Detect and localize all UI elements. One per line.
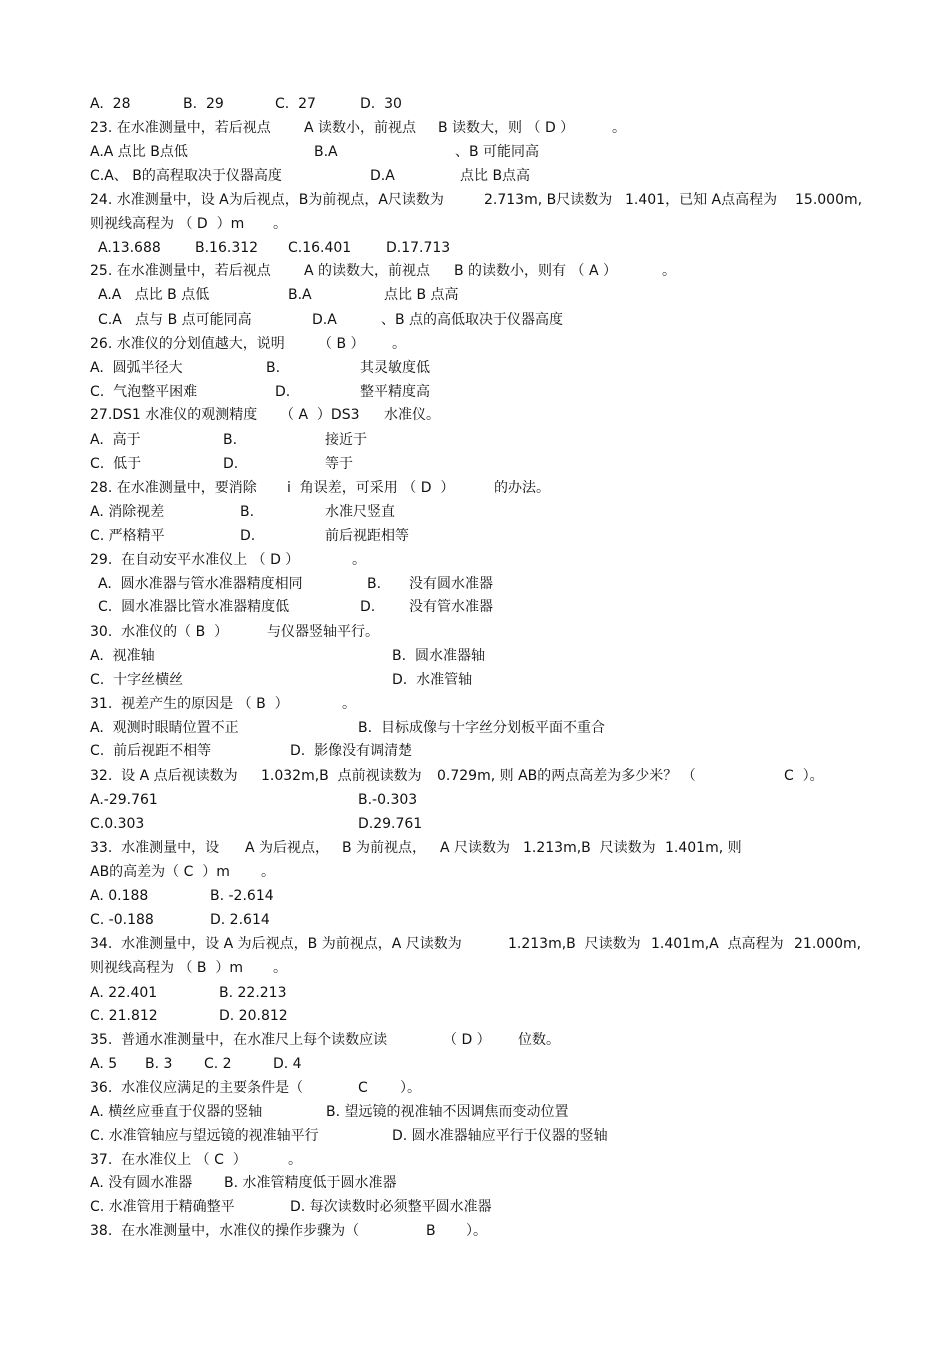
line-fragment: B. 22.213 xyxy=(219,985,287,1001)
line-text: 30. 水准仪的（ B ） xyxy=(90,624,229,640)
line-text: C. 21.812 xyxy=(90,1008,158,1024)
line-fragment: （ A ）DS3 xyxy=(280,407,360,423)
line-fragment: B 为前视点， xyxy=(342,840,427,856)
line-text: C. 圆水准器比管水准器精度低 xyxy=(98,599,290,615)
text-line xyxy=(0,237,950,259)
line-fragment: 没有圆水准器 xyxy=(409,576,493,592)
text-line xyxy=(0,885,950,907)
line-fragment: B.-0.303 xyxy=(358,792,418,808)
line-fragment: 没有管水准器 xyxy=(409,599,493,615)
line-fragment: D. 30 xyxy=(360,96,402,112)
line-text: 35. 普通水准测量中，在水准尺上每个读数应读 xyxy=(90,1032,388,1048)
line-fragment: D. 影像没有调清楚 xyxy=(290,743,413,759)
line-text: 28. 在水准测量中，要消除 xyxy=(90,480,257,496)
text-line xyxy=(0,765,950,787)
line-text: 32. 设 A 点后视读数为 xyxy=(90,768,238,784)
line-fragment: 。 xyxy=(288,1152,302,1168)
text-line xyxy=(0,213,950,235)
line-text: C. 严格精平 xyxy=(90,528,165,544)
line-text: 23. 在水准测量中，若后视点 xyxy=(90,120,271,136)
text-line xyxy=(0,693,950,715)
line-fragment: D.A xyxy=(370,168,395,184)
line-fragment: D.17.713 xyxy=(386,240,451,256)
text-line xyxy=(0,189,950,211)
line-fragment: B. xyxy=(223,432,238,448)
line-fragment: D. 4 xyxy=(273,1056,302,1072)
line-fragment: 1.032m,B 点前视读数为 xyxy=(261,768,422,784)
line-text: 24. 水准测量中，设 A为后视点，B为前视点，A尺读数为 xyxy=(90,192,444,208)
line-text: C. -0.188 xyxy=(90,912,154,928)
text-line xyxy=(0,861,950,883)
line-fragment: D.A xyxy=(312,312,337,328)
line-fragment: D. 2.614 xyxy=(210,912,270,928)
line-fragment: D. 20.812 xyxy=(219,1008,288,1024)
line-text: 则视线高程为 （ B ）m xyxy=(90,960,244,976)
line-fragment: ）。 xyxy=(466,1223,487,1239)
line-text: A. 高于 xyxy=(90,432,141,448)
line-fragment: B. xyxy=(266,360,281,376)
text-line xyxy=(0,260,950,282)
line-fragment: B.16.312 xyxy=(195,240,259,256)
line-fragment: D. xyxy=(360,599,376,615)
line-fragment: 。 xyxy=(352,552,366,568)
text-line xyxy=(0,933,950,955)
line-fragment: 整平精度高 xyxy=(360,384,430,400)
line-text: AB的高差为（ C ）m xyxy=(90,864,230,880)
line-fragment: 。 xyxy=(662,263,676,279)
line-text: 38. 在水准测量中，水准仪的操作步骤为（ xyxy=(90,1223,360,1239)
line-fragment: B.A xyxy=(314,144,338,160)
line-fragment: 、B 点的高低取决于仪器高度 xyxy=(381,312,564,328)
line-fragment: B. xyxy=(367,576,382,592)
line-text: A.A 点比 B点低 xyxy=(90,144,188,160)
line-text: A.A 点比 B 点低 xyxy=(98,287,210,303)
text-line xyxy=(0,1220,950,1242)
text-line xyxy=(0,909,950,931)
line-fragment: B 读数大，则 （ D ） xyxy=(438,120,575,136)
text-line xyxy=(0,1149,950,1171)
text-line xyxy=(0,429,950,451)
line-fragment: C. 27 xyxy=(275,96,316,112)
line-fragment: 。 xyxy=(342,696,356,712)
text-line xyxy=(0,93,950,115)
text-line xyxy=(0,141,950,163)
line-fragment: D. 水准管轴 xyxy=(392,672,473,688)
text-line xyxy=(0,477,950,499)
text-line xyxy=(0,1077,950,1099)
line-text: C.0.303 xyxy=(90,816,145,832)
line-text: A. 观测时眼睛位置不正 xyxy=(90,720,239,736)
line-fragment: 其灵敏度低 xyxy=(360,360,430,376)
line-text: A. 圆弧半径大 xyxy=(90,360,183,376)
line-fragment: 1.213m,B 尺读数为 xyxy=(523,840,656,856)
line-fragment: 。 xyxy=(612,120,626,136)
line-fragment: 点比 B 点高 xyxy=(384,287,459,303)
line-fragment: 水准尺竖直 xyxy=(325,504,395,520)
line-fragment: 的办法。 xyxy=(494,480,550,496)
line-text: A. 22.401 xyxy=(90,985,158,1001)
line-fragment: B. 目标成像与十字丝分划板平面不重合 xyxy=(358,720,605,736)
text-line xyxy=(0,596,950,618)
line-fragment: D.29.761 xyxy=(358,816,423,832)
text-line xyxy=(0,117,950,139)
line-fragment: B. xyxy=(240,504,255,520)
text-line xyxy=(0,740,950,762)
line-fragment: 。 xyxy=(273,216,287,232)
line-fragment: C ）。 xyxy=(784,768,824,784)
line-text: A. 视准轴 xyxy=(90,648,155,664)
text-line xyxy=(0,837,950,859)
line-fragment: 1.401m,A 点高程为 xyxy=(651,936,784,952)
line-fragment: ）。 xyxy=(400,1080,421,1096)
line-fragment: B. 圆水准器轴 xyxy=(392,648,485,664)
line-fragment: B.A xyxy=(288,287,312,303)
line-text: 27.DS1 水准仪的观测精度 xyxy=(90,407,258,423)
line-fragment: A 读数小，前视点 xyxy=(304,120,417,136)
line-text: A. 横丝应垂直于仪器的竖轴 xyxy=(90,1104,263,1120)
text-line xyxy=(0,1029,950,1051)
line-fragment: B 的读数小，则有 （ A ） xyxy=(454,263,617,279)
line-text: C. 气泡整平困难 xyxy=(90,384,198,400)
line-text: A. 5 xyxy=(90,1056,118,1072)
text-line xyxy=(0,669,950,691)
line-fragment: B. 望远镜的视准轴不因调焦而变动位置 xyxy=(326,1104,569,1120)
line-fragment: 等于 xyxy=(325,456,353,472)
line-text: 29. 在自动安平水准仪上 （ D ） xyxy=(90,552,300,568)
text-line xyxy=(0,1196,950,1218)
line-text: C. 水准管用于精确整平 xyxy=(90,1199,235,1215)
line-text: A.-29.761 xyxy=(90,792,158,808)
text-line xyxy=(0,813,950,835)
line-text: A.13.688 xyxy=(98,240,161,256)
line-fragment: 21.000m, xyxy=(794,936,862,952)
line-fragment: C. 2 xyxy=(204,1056,232,1072)
line-fragment: 1.401，已知 A点高程为 xyxy=(625,192,778,208)
line-text: A. 28 xyxy=(90,96,131,112)
text-line xyxy=(0,645,950,667)
line-text: C.A、 B的高程取决于仪器高度 xyxy=(90,168,282,184)
line-fragment: 接近于 xyxy=(325,432,367,448)
line-text: A. 圆水准器与管水准器精度相同 xyxy=(98,576,303,592)
text-line xyxy=(0,1172,950,1194)
line-fragment: A 的读数大，前视点 xyxy=(304,263,431,279)
line-fragment: 1.401m, 则 xyxy=(665,840,742,856)
line-fragment: 位数。 xyxy=(518,1032,560,1048)
line-fragment: C xyxy=(358,1080,368,1096)
text-line xyxy=(0,501,950,523)
line-text: A. 没有圆水准器 xyxy=(90,1175,193,1191)
line-text: C. 前后视距不相等 xyxy=(90,743,212,759)
line-fragment: 。 xyxy=(261,864,275,880)
line-fragment: 与仪器竖轴平行。 xyxy=(267,624,379,640)
line-fragment: （ B ） xyxy=(318,336,365,352)
line-fragment: 0.729m, 则 AB的两点高差为多少米？ （ xyxy=(437,768,696,784)
text-line xyxy=(0,573,950,595)
text-line xyxy=(0,1125,950,1147)
line-fragment: B. 29 xyxy=(183,96,224,112)
line-fragment: D. xyxy=(223,456,239,472)
text-line xyxy=(0,789,950,811)
line-text: 25. 在水准测量中，若后视点 xyxy=(90,263,271,279)
text-line xyxy=(0,309,950,331)
line-text: C. 十字丝横丝 xyxy=(90,672,184,688)
line-text: 31. 视差产生的原因是 （ B ） xyxy=(90,696,289,712)
text-line xyxy=(0,453,950,475)
line-fragment: B xyxy=(426,1223,436,1239)
line-text: C. 低于 xyxy=(90,456,142,472)
line-text: 则视线高程为 （ D ）m xyxy=(90,216,245,232)
text-line xyxy=(0,165,950,187)
line-fragment: 2.713m, B尺读数为 xyxy=(484,192,613,208)
text-line xyxy=(0,957,950,979)
line-fragment: A 尺读数为 xyxy=(440,840,511,856)
text-line xyxy=(0,549,950,571)
line-text: A. 消除视差 xyxy=(90,504,165,520)
line-fragment: B. 水准管精度低于圆水准器 xyxy=(224,1175,397,1191)
text-line xyxy=(0,381,950,403)
line-text: 26. 水准仪的分划值越大，说明 xyxy=(90,336,285,352)
line-fragment: 1.213m,B 尺读数为 xyxy=(508,936,641,952)
text-line xyxy=(0,621,950,643)
line-fragment: 。 xyxy=(273,960,287,976)
text-line xyxy=(0,982,950,1004)
text-line xyxy=(0,1101,950,1123)
line-fragment: C.16.401 xyxy=(288,240,352,256)
line-text: 36. 水准仪应满足的主要条件是（ xyxy=(90,1080,304,1096)
text-line xyxy=(0,284,950,306)
line-fragment: D. 圆水准器轴应平行于仪器的竖轴 xyxy=(392,1128,608,1144)
line-fragment: 、B 可能同高 xyxy=(455,144,540,160)
line-fragment: D. xyxy=(240,528,256,544)
text-line xyxy=(0,525,950,547)
line-fragment: 。 xyxy=(392,336,406,352)
line-fragment: 前后视距相等 xyxy=(325,528,409,544)
text-line xyxy=(0,1005,950,1027)
line-fragment: 15.000m, xyxy=(795,192,863,208)
line-fragment: D. 每次读数时必须整平圆水准器 xyxy=(290,1199,492,1215)
text-line xyxy=(0,357,950,379)
text-line xyxy=(0,717,950,739)
line-fragment: 点比 B点高 xyxy=(460,168,531,184)
line-text: A. 0.188 xyxy=(90,888,149,904)
line-fragment: D. xyxy=(275,384,291,400)
line-text: C. 水准管轴应与望远镜的视准轴平行 xyxy=(90,1128,319,1144)
line-fragment: 水准仪。 xyxy=(384,407,440,423)
text-line xyxy=(0,404,950,426)
line-text: 34. 水准测量中，设 A 为后视点，B 为前视点，A 尺读数为 xyxy=(90,936,462,952)
line-fragment: A 为后视点， xyxy=(245,840,330,856)
line-text: C.A 点与 B 点可能同高 xyxy=(98,312,252,328)
line-fragment: B. 3 xyxy=(145,1056,173,1072)
text-line xyxy=(0,333,950,355)
line-fragment: i 角误差，可采用 （ D ） xyxy=(287,480,455,496)
line-fragment: B. -2.614 xyxy=(210,888,274,904)
line-text: 33. 水准测量中，设 xyxy=(90,840,220,856)
text-line xyxy=(0,1053,950,1075)
line-fragment: （ D ） xyxy=(443,1032,491,1048)
line-text: 37. 在水准仪上 （ C ） xyxy=(90,1152,247,1168)
